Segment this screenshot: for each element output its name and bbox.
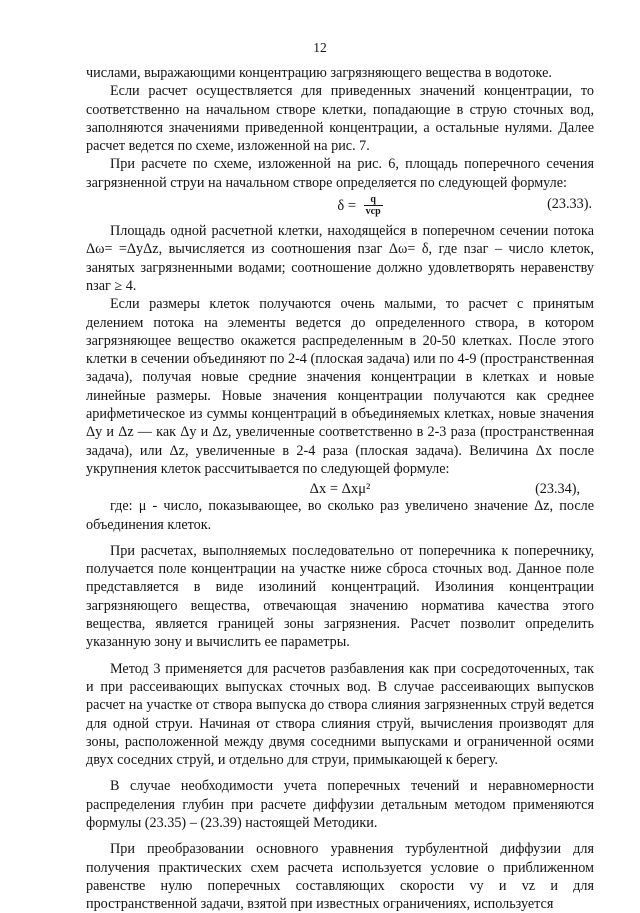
paragraph: где: μ - число, показывающее, во сколько раз увеличено значение Δz, после объединения клеток. [86, 498, 594, 533]
page-number: 12 [313, 40, 327, 55]
fraction [364, 195, 383, 217]
equation-23-34 [86, 478, 594, 497]
paragraph: При расчете по схеме, изложенной на рис. 6, площадь поперечного сечения загрязненной струи на начальном створе определяется по следующей формуле: [86, 156, 594, 191]
paragraph: При преобразовании основного уравнения турбулентной диффузии для получения практических схем расчета используется условие о приближенном равенстве нулю поперечных составляющих скорости vy и vz и для пространственной задачи, взятой при известных ограничениях, используется [86, 841, 594, 913]
paragraph: При расчетах, выполняемых последовательно от поперечника к поперечнику, получается поле концентрации на участке ниже сброса сточных вод. Данное поле представляется в виде изолиний концентраций. Изолиния концентрации загрязняющего вещества, отвечающая значению норматива качества этого вещества, является границей зоны загрязнения. Расчет позволит определить указанную зону и вычислить ее параметры. [86, 542, 594, 651]
equation-23-33 [86, 193, 594, 217]
equation-body: Δx = Δxμ² [309, 481, 371, 498]
document-body [86, 64, 594, 913]
equation-label: (23.34), [535, 481, 580, 498]
equation-body [126, 195, 594, 217]
fraction-denominator: vср [365, 206, 381, 218]
paragraph: Если размеры клеток получаются очень малыми, то расчет с принятым делением потока на элементы ведется до определенного створа, в котором загрязняющее вещество окажется распределенным в 20-50 клетках. После этого клетки в сечении объединяют по 2-4 (плоская задача) или по 4-9 (пространственная задача), получая новые средние значения концентрации в клетках и новые линейные размеры. Новые значения концентрации получаются как среднее арифметическое из суммы концентраций в объединяемых клетках, новые значения Δy и Δz — как Δy и Δz, увеличенные соответственно в 2-3 раза (пространственная задача), или Δz, увеличенные в 2-4 раза (плоская задача). Величина Δx после укрупнения клеток рассчитывается по следующей формуле: [86, 296, 594, 477]
equation-label: (23.33). [547, 196, 592, 213]
paragraph: Площадь одной расчетной клетки, находящейся в поперечном сечении потока Δω= =ΔyΔz, вычисляется из соотношения nзаг Δω= δ, где nзаг – число клеток, занятых загрязненными водами; соотношение должно удовлетворять неравенству nзаг ≥ 4. [86, 223, 594, 294]
paragraph: Если расчет осуществляется для приведенных значений концентрации, то соответственно на начальном створе клетки, попадающие в струю сточных вод, заполняются значениями приведенной концентрации, а остальные нулями. Далее расчет ведется по схеме, изложенной на рис. 7. [86, 83, 594, 155]
equation-lhs: δ = [337, 197, 356, 214]
paragraph: В случае необходимости учета поперечных течений и неравномерности распределения глубин при расчете диффузии детальным методом применяются формулы (23.35) – (23.39) настоящей Методики. [86, 778, 594, 831]
paragraph: Метод 3 применяется для расчетов разбавления как при сосредоточенных, так и при рассеивающих выпусках сточных вод. В случае рассеивающих выпусков расчет на участке от створа выпуска до створа слияния загрязненных струй ведется для одной струи. Начиная от створа слияния струй, вычисления производят для зоны, расположенной между двумя соседними выпусками и ограниченной осями двух соседних струй, и отдельно для струи, примыкающей к берегу. [86, 660, 594, 769]
paragraph: числами, выражающими концентрацию загрязняющего вещества в водотоке. [86, 65, 552, 81]
fraction-numerator: q [364, 195, 383, 206]
